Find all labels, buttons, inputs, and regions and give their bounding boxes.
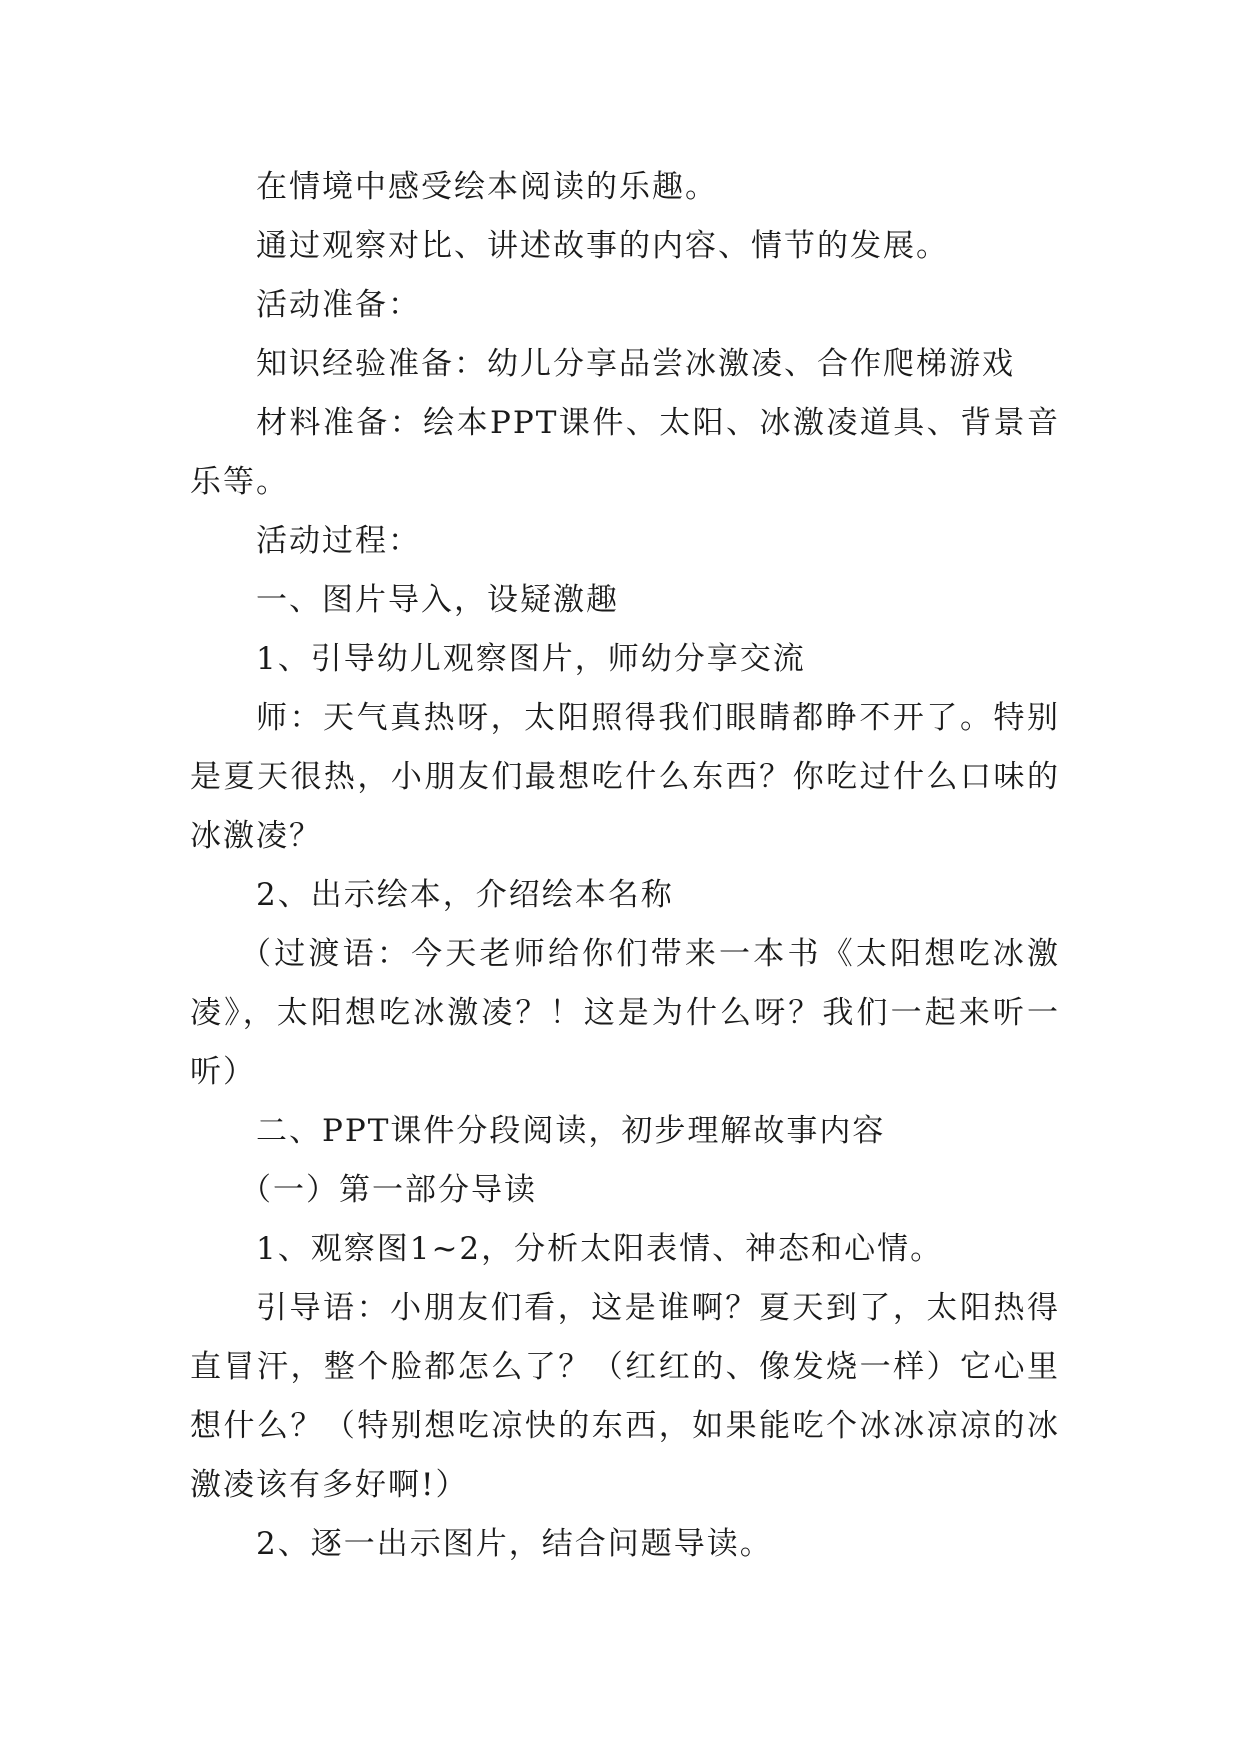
step-show-images: 2、逐一出示图片，结合问题导读。 bbox=[256, 1526, 773, 1562]
paragraph-knowledge-prep: 知识经验准备：幼儿分享品尝冰激凌、合作爬梯游戏 bbox=[256, 346, 1015, 382]
heading-preparation: 活动准备： bbox=[256, 287, 421, 323]
section-one-title: 一、图片导入，设疑激趣 bbox=[256, 582, 619, 618]
subsection-part-one: （一）第一部分导读 bbox=[240, 1172, 537, 1208]
paragraph-goal-observe: 通过观察对比、讲述故事的内容、情节的发展。 bbox=[256, 228, 949, 264]
paragraph-material-prep: 材料准备：绘本PPT课件、太阳、冰激凌道具、背景音乐等。 bbox=[190, 405, 1060, 500]
step-one-guide-observe: 1、引导幼儿观察图片，师幼分享交流 bbox=[256, 641, 806, 677]
paragraph-teacher-talk: 师：天气真热呀，太阳照得我们眼睛都睁不开了。特别是夏天很热，小朋友们最想吃什么东西？你吃过什么口味的冰激凌？ bbox=[190, 700, 1060, 854]
document-body bbox=[190, 158, 1060, 1574]
step-two-show-book: 2、出示绘本，介绍绘本名称 bbox=[256, 877, 674, 913]
paragraph-goal-enjoy: 在情境中感受绘本阅读的乐趣。 bbox=[256, 169, 718, 205]
paragraph-guide-speech: 引导语：小朋友们看，这是谁啊？夏天到了，太阳热得直冒汗，整个脸都怎么了？（红红的、像发烧一样）它心里想什么？（特别想吃凉快的东西，如果能吃个冰冰凉凉的冰激凌该有多好啊!） bbox=[190, 1290, 1060, 1503]
section-two-title: 二、PPT课件分段阅读，初步理解故事内容 bbox=[256, 1113, 886, 1149]
heading-process: 活动过程： bbox=[256, 523, 421, 559]
step-observe-images: 1、观察图1~2，分析太阳表情、神态和心情。 bbox=[256, 1231, 944, 1267]
paragraph-transition: （过渡语：今天老师给你们带来一本书《太阳想吃冰激凌》，太阳想吃冰激凌？！这是为什么呀？我们一起来听一听） bbox=[190, 936, 1060, 1090]
